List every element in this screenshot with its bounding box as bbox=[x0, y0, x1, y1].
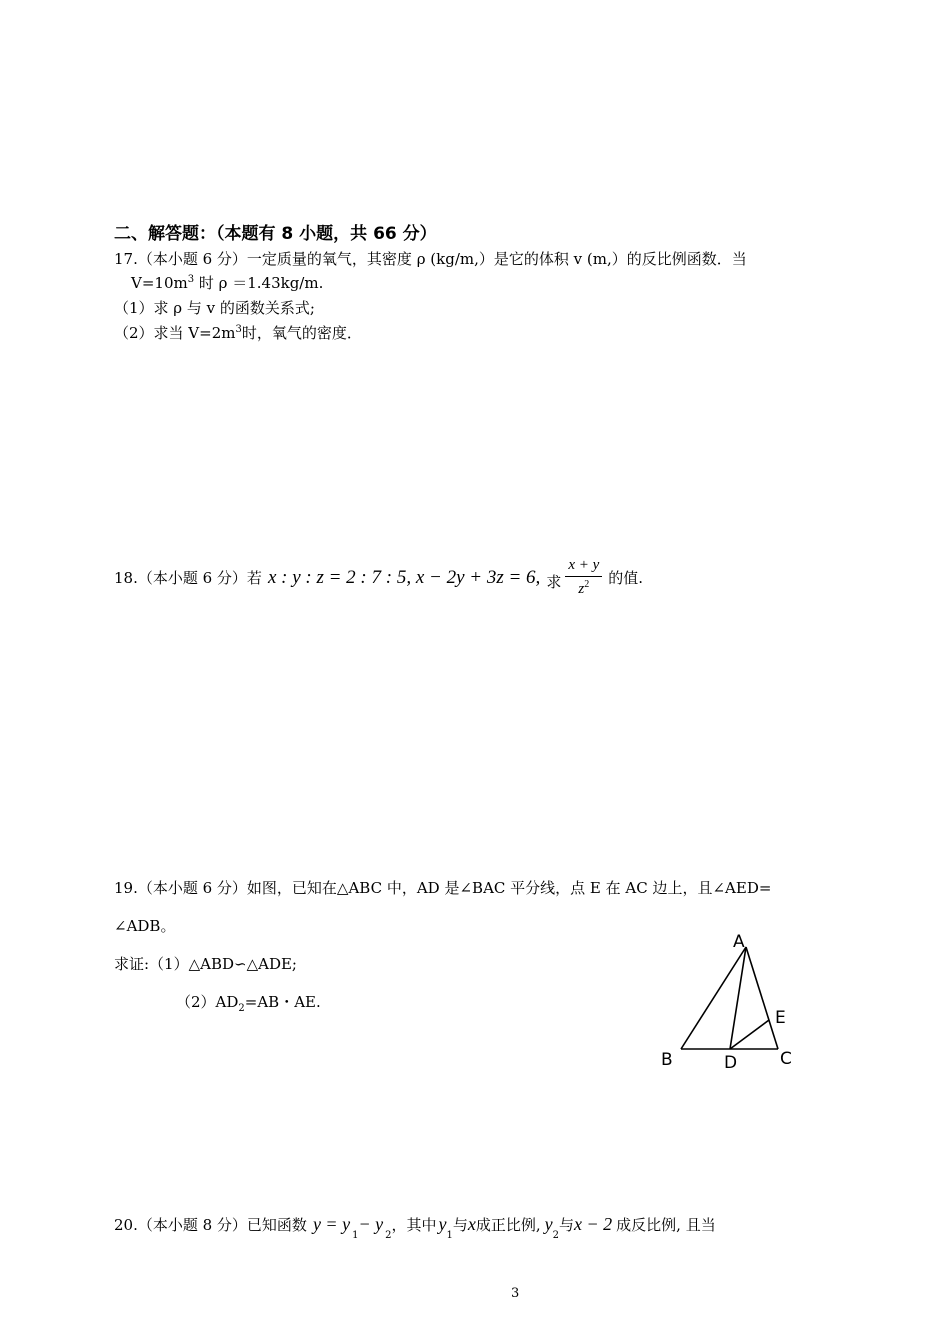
q19-proof1: 求证:（1）△ABD∽△ADE; bbox=[114, 955, 297, 973]
page-number: 3 bbox=[511, 1286, 520, 1301]
q20-x: x bbox=[467, 1214, 476, 1234]
q19-line1: 19.（本小题 6 分）如图，已知在△ABC 中，AD 是∠BAC 平分线，点 E 在 AC 边上，且∠AED= bbox=[114, 879, 772, 897]
q18-numerator: x + y bbox=[565, 557, 602, 577]
q17-line2-sup: 3 bbox=[187, 274, 195, 285]
q18-den-base: z bbox=[578, 581, 585, 597]
q17-line2-text: V=10m bbox=[131, 274, 188, 292]
q20-y2: y bbox=[544, 1214, 553, 1234]
q18-prefix: 18.（本小题 6 分）若 bbox=[114, 569, 262, 587]
segment-de bbox=[730, 1020, 769, 1049]
q17-line2 bbox=[131, 272, 323, 293]
q17-line1: 17.（本小题 6 分）一定质量的氧气，其密度 ρ (kg/m,）是它的体积 v (m,）的反比例函数．当 bbox=[114, 250, 747, 268]
segment-ad bbox=[730, 947, 746, 1049]
q18-fraction bbox=[565, 557, 602, 598]
q19-line2: ∠ADB。 bbox=[114, 917, 176, 935]
q17-line2-text2: 时 ρ ＝1.43kg/m. bbox=[194, 274, 324, 292]
q17-part2 bbox=[114, 322, 362, 343]
q19-proof2 bbox=[176, 991, 321, 1014]
q20-x-minus-2: x − 2 bbox=[574, 1214, 613, 1234]
q20-comma: ，其中 bbox=[391, 1216, 437, 1234]
q20-prefix: 20.（本小题 8 分）已知函数 bbox=[114, 1216, 307, 1234]
q17-part2-text2: 时，氧气的密度． bbox=[241, 324, 362, 342]
q18-denominator bbox=[578, 577, 589, 598]
q20-y1-sub: 1 bbox=[446, 1230, 453, 1241]
edge-ab bbox=[681, 947, 746, 1049]
vertex-label-b: B bbox=[661, 1050, 673, 1070]
q20-sub2: 2 bbox=[385, 1230, 392, 1241]
q20-mid1: 与 bbox=[452, 1216, 468, 1234]
q20-y1: y bbox=[438, 1214, 447, 1234]
q19-proof2-sub: 2 bbox=[238, 1003, 245, 1014]
q18-den-exp: 2 bbox=[584, 579, 590, 590]
q19-proof2-text: （2）AD bbox=[176, 993, 239, 1011]
q18-suffix: 的值. bbox=[608, 569, 644, 587]
q17-part1: （1）求 ρ 与 v 的函数关系式; bbox=[114, 299, 315, 317]
vertex-label-e: E bbox=[775, 1008, 786, 1028]
q20-y2-sub: 2 bbox=[552, 1230, 560, 1241]
q18-ask: 求 bbox=[546, 573, 562, 591]
q20-line bbox=[114, 1214, 716, 1241]
q18-equation: x : y : z = 2 : 7 : 5, x − 2y + 3z = 6, bbox=[267, 566, 541, 588]
q20-sub1: 1 bbox=[352, 1230, 359, 1241]
q20-tail: 成反比例, 且当 bbox=[616, 1216, 716, 1234]
vertex-label-a: A bbox=[733, 932, 745, 952]
q20-mid3: 与 bbox=[559, 1216, 575, 1234]
vertex-label-d: D bbox=[724, 1053, 738, 1073]
q17-part2-text: （2）求当 V=2m bbox=[114, 324, 236, 342]
q20-eq-y: y = y bbox=[312, 1214, 351, 1234]
q17-part2-sup: 3 bbox=[235, 324, 242, 335]
triangle-figure bbox=[650, 925, 810, 1075]
q19-proof2-text2: =AB・AE. bbox=[244, 993, 321, 1011]
vertex-label-c: C bbox=[780, 1049, 792, 1069]
q20-mid2: 成正比例, bbox=[475, 1216, 541, 1234]
q20-eq-minus: − y bbox=[358, 1214, 384, 1234]
section-title: 二、解答题：（本题有 8 小题，共 66 分） bbox=[114, 224, 437, 244]
q18-line bbox=[114, 557, 643, 598]
